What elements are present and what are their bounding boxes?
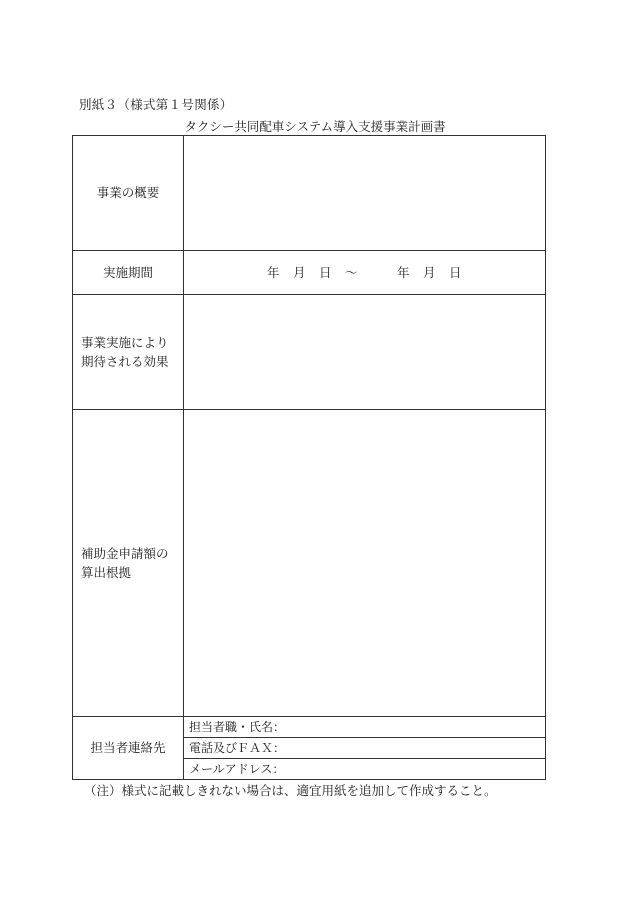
basis-row [73,410,546,717]
effect-row [73,295,546,410]
plan-form-table [72,135,546,780]
effect-input-area[interactable] [184,295,546,410]
period-value[interactable]: 年 月 日 ～ 年 月 日 [184,251,546,295]
contact-row-name [73,717,546,738]
effect-label-line1: 事業実施により [81,334,169,350]
period-row [73,251,546,295]
overview-label: 事業の概要 [73,136,184,251]
overview-row [73,136,546,251]
document-title: タクシー共同配車システム導入支援事業計画書 [184,119,446,134]
contact-phone-field[interactable]: 電話及びＦＡＸ： [184,738,546,759]
basis-input-area[interactable] [184,410,546,717]
overview-input-area[interactable] [184,136,546,251]
attachment-label: 別紙３（様式第１号関係） [79,97,233,112]
basis-label-line1: 補助金申請額の [81,545,169,561]
contact-label: 担当者連絡先 [73,717,184,780]
contact-name-field[interactable]: 担当者職・氏名： [184,717,546,738]
effect-label-line2: 期待される効果 [81,354,169,369]
period-label: 実施期間 [73,251,184,295]
contact-email-field[interactable]: メールアドレス： [184,759,546,780]
basis-label [73,410,184,717]
footnote: （注）様式に記載しきれない場合は、適宜用紙を追加して作成すること。 [84,783,497,798]
basis-label-line2: 算出根拠 [81,565,132,580]
effect-label [73,295,184,410]
